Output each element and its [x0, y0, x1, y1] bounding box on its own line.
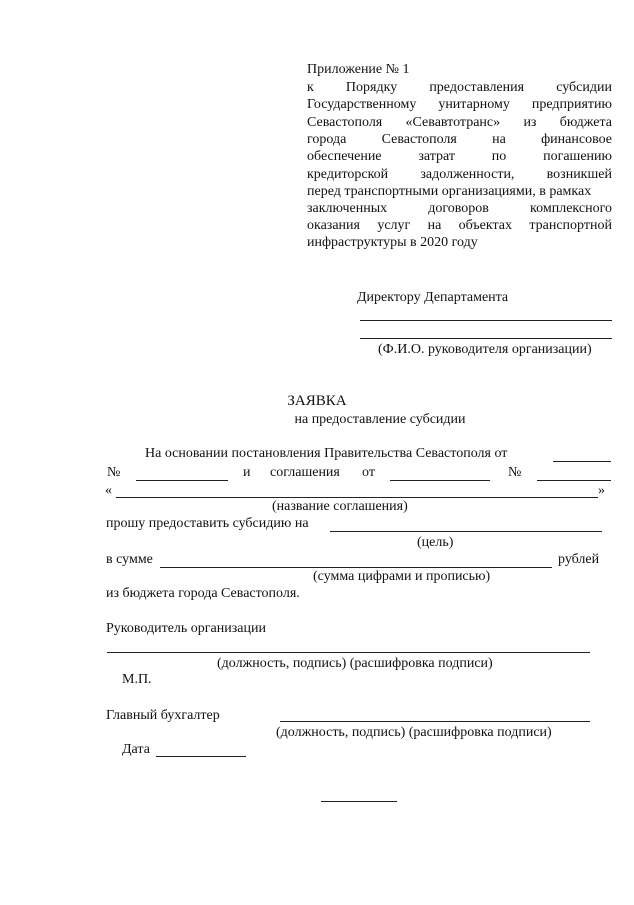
appendix-word: обеспечение [307, 149, 382, 165]
document-title: ЗАЯВКА [287, 393, 347, 409]
budget-text: из бюджета города Севастополя. [106, 586, 300, 601]
appendix-line [307, 167, 612, 183]
appendix-word: «Севавтотранс» [405, 114, 501, 130]
appendix-word: к [307, 80, 314, 95]
accountant-signature-field[interactable] [280, 721, 590, 722]
appendix-line [307, 184, 612, 200]
appendix-word: финансовое [541, 131, 612, 147]
head-signature-caption: (должность, подпись) (расшифровка подписи) [217, 656, 493, 671]
currency-label: рублей [558, 552, 600, 567]
addressee-blank-2[interactable] [360, 338, 612, 339]
amount-text: в сумме [106, 552, 153, 567]
head-signature-field[interactable] [107, 652, 590, 653]
amount-caption: (сумма цифрами и прописью) [313, 569, 491, 584]
appendix-word: затрат [418, 149, 455, 165]
appendix-word: Государственному [307, 97, 417, 113]
appendix-word: перед транспортными организациями, в рамках [307, 183, 592, 199]
agreement-word: соглашения [270, 465, 340, 480]
appendix-word: из [523, 114, 537, 130]
number-sign-2: № [508, 465, 522, 480]
resolution-number-field[interactable] [136, 480, 228, 481]
appendix-word: субсидии [556, 80, 612, 95]
appendix-last-line: инфраструктуры в 2020 году [307, 235, 478, 250]
quote-close: » [598, 483, 605, 498]
request-text: прошу предоставить субсидию на [106, 516, 309, 531]
appendix-word: на [492, 131, 506, 147]
agreement-caption: (название соглашения) [272, 499, 408, 514]
addressee-line: Директору Департамента [357, 290, 509, 305]
appendix-line [307, 97, 612, 113]
date-label: Дата [122, 742, 150, 757]
purpose-caption: (цель) [417, 535, 454, 550]
appendix-word: по [491, 149, 507, 165]
basis-text: На основании постановления Правительства Севастополя от [145, 446, 508, 461]
accountant-signature-caption: (должность, подпись) (расшифровка подписи) [276, 725, 552, 740]
appendix-word: на [427, 218, 442, 234]
amount-field[interactable] [160, 567, 552, 568]
appendix-line [307, 115, 612, 131]
accountant-label: Главный бухгалтер [106, 708, 220, 723]
appendix-word: предприятию [531, 97, 612, 113]
appendix-word: кредиторской [307, 166, 389, 182]
appendix-word: возникшей [546, 166, 612, 182]
appendix-word: Севастополя [381, 131, 457, 147]
appendix-word: оказания [307, 218, 360, 234]
purpose-field[interactable] [330, 531, 602, 532]
appendix-line [307, 218, 612, 234]
appendix-line [307, 132, 612, 148]
appendix-word: транспортной [529, 218, 612, 234]
appendix-word: Севастополя [307, 114, 383, 130]
appendix-word: унитарному [438, 97, 510, 113]
appendix-title: Приложение № 1 [307, 62, 410, 77]
from-word: от [362, 465, 375, 480]
closing-separator [321, 801, 397, 802]
agreement-number-field[interactable] [537, 480, 611, 481]
number-sign: № [107, 465, 121, 480]
fio-caption: (Ф.И.О. руководителя организации) [378, 342, 592, 357]
stamp-label: М.П. [122, 672, 152, 687]
and-word: и [243, 465, 251, 480]
appendix-line [307, 149, 612, 165]
date-field[interactable] [156, 756, 246, 757]
resolution-date-field[interactable] [553, 461, 611, 462]
document-subtitle: на предоставление субсидии [294, 412, 466, 427]
addressee-blank-1[interactable] [360, 320, 612, 321]
head-label: Руководитель организации [106, 621, 266, 636]
agreement-name-field[interactable] [116, 497, 598, 498]
appendix-word: услуг [377, 218, 411, 234]
appendix-line [307, 201, 612, 217]
quote-open: « [105, 483, 112, 498]
appendix-word: объектах [458, 218, 512, 234]
appendix-word: Порядку [345, 80, 398, 95]
appendix-word: бюджета [559, 114, 612, 130]
appendix-line [307, 80, 612, 96]
agreement-date-field[interactable] [390, 480, 490, 481]
appendix-word: договоров [428, 201, 489, 217]
appendix-word: задолженности, [420, 166, 515, 182]
appendix-word: города [307, 131, 347, 147]
appendix-word: комплексного [530, 201, 612, 217]
appendix-word: погашению [543, 149, 612, 165]
appendix-word: заключенных [307, 201, 388, 217]
appendix-word: предоставления [429, 80, 525, 95]
